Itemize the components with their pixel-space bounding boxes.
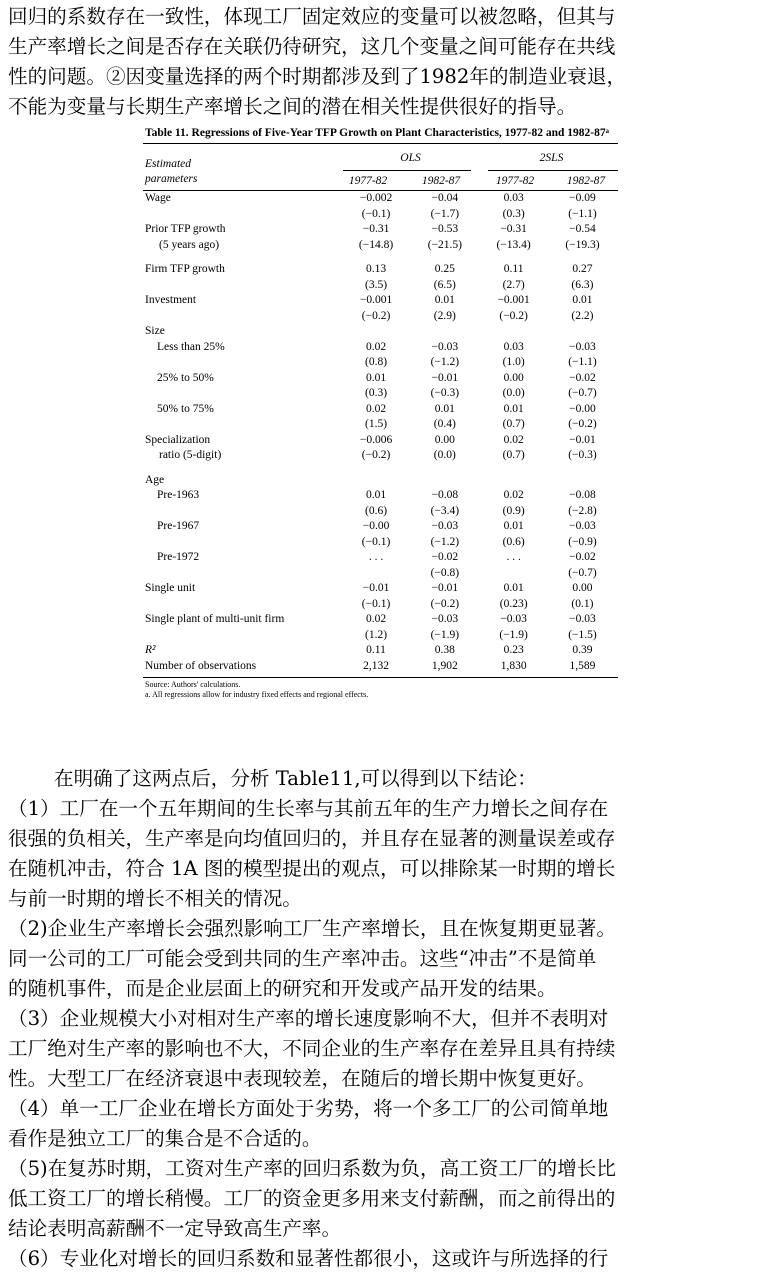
table-cell: 0.00: [503, 371, 524, 384]
row-label: [143, 207, 343, 223]
table-cell: (3.5): [365, 278, 388, 291]
row-label: [143, 309, 343, 325]
table-cell: −0.03: [569, 520, 596, 532]
row-label: (5 years ago): [159, 238, 220, 251]
table-cell: (0.0): [433, 449, 456, 461]
table-cell: (2.2): [571, 309, 594, 322]
table-cell: (−0.1): [361, 597, 391, 610]
row-label: Investment: [145, 294, 197, 306]
table-cell: −0.00: [362, 520, 390, 532]
table-cell: (0.7): [502, 449, 525, 461]
table-header: [143, 144, 618, 190]
table-cell: 0.38: [434, 644, 455, 656]
table-cell: −0.54: [569, 223, 596, 235]
table-cell: −0.31: [500, 223, 527, 235]
table-row: [143, 612, 618, 628]
table-row: [143, 355, 618, 371]
table-cell: [480, 566, 547, 582]
table-cell: (−1.1): [568, 356, 597, 368]
table-cell: (−0.2): [361, 309, 391, 322]
table-cell: [480, 324, 547, 340]
table-cell: [547, 473, 618, 489]
table-cell: [343, 473, 410, 489]
table-cell: −0.01: [362, 582, 390, 594]
group-ols: OLS: [400, 152, 421, 164]
regression-table: [143, 126, 618, 700]
table-cell: [343, 324, 410, 340]
text-line: 同一公司的工厂可能会受到共同的生产率冲击。这些“冲击”不是简单: [8, 947, 597, 970]
table-cell: 0.00: [434, 433, 455, 446]
row-label: [143, 597, 343, 613]
table-cell: (6.3): [571, 278, 594, 291]
table-cell: −0.53: [431, 223, 459, 235]
table-cell: 0.02: [503, 489, 524, 501]
table-cell: (−0.7): [568, 566, 597, 579]
table-row: [143, 659, 618, 675]
table-cell: [343, 566, 410, 582]
table-cell: (0.3): [502, 207, 525, 220]
table-cell: 0.02: [503, 433, 524, 446]
table-cell: 0.01: [434, 402, 455, 415]
table-cell: (−0.3): [568, 449, 597, 461]
stub-header: Estimated parameters: [145, 158, 198, 185]
table-cell: (1.0): [502, 356, 525, 368]
table-body: [143, 191, 618, 674]
table-cell: [547, 324, 618, 340]
table-cell: (−1.7): [430, 207, 460, 220]
text-line: 低工资工厂的增长稍慢。工厂的资金更多用来支付薪酬，而之前得出的: [8, 1187, 616, 1210]
table-cell: −0.31: [362, 223, 390, 235]
table-cell: −0.03: [500, 613, 527, 625]
table-cell: (−14.8): [358, 238, 394, 251]
table-cell: −0.02: [569, 371, 596, 384]
intro-paragraph: [8, 2, 760, 122]
row-label: 25% to 50%: [157, 371, 214, 384]
table-cell: (−1.2): [430, 535, 460, 548]
table-caption: Table 11. Regressions of Five-Year TFP Growth on Plant Characteristics, 1977-82 and 1982-87ᵃ: [145, 127, 609, 139]
text-line: 结论表明高薪酬不一定导致高生产率。: [8, 1217, 342, 1240]
table-cell: −0.002: [359, 192, 393, 204]
table-cell: (−19.3): [565, 238, 600, 251]
table-cell: −0.001: [497, 294, 530, 306]
table-cell: 0.11: [503, 263, 524, 275]
table-cell: 0.01: [572, 294, 593, 306]
table-row: [143, 222, 618, 238]
conclusion-paragraph: [8, 764, 760, 1274]
row-label: R²: [145, 644, 156, 656]
text-line: 看作是独立工厂的集合是不合适的。: [8, 1127, 322, 1150]
text-line: 性的问题。②因变量选择的两个时期都涉及到了1982年的制造业衰退，: [8, 65, 627, 88]
table-cell: −0.03: [431, 520, 459, 532]
table-row: [143, 324, 618, 340]
table-cell: 0.13: [365, 263, 387, 275]
table-row: [143, 504, 618, 520]
table-row: [143, 566, 618, 582]
row-label: Age: [145, 473, 165, 486]
ols-rule: [343, 170, 471, 171]
table-row: [143, 535, 618, 551]
table-cell: (−0.9): [568, 535, 597, 548]
row-label: [143, 386, 343, 402]
table-cell: (0.1): [571, 597, 594, 610]
row-label: [143, 535, 343, 551]
table-cell: (−21.5): [427, 238, 462, 251]
row-label: Single unit: [145, 582, 196, 594]
table-cell: −0.09: [569, 192, 596, 204]
table-cell: . . .: [368, 551, 384, 563]
table-cell: −0.01: [431, 371, 459, 384]
table-row: [143, 488, 618, 504]
table-cell: 0.39: [572, 644, 593, 656]
table-cell: 0.00: [572, 582, 593, 594]
text-line: 在明确了这两点后，分析 Table11,可以得到以下结论：: [54, 767, 537, 790]
table-cell: (2.7): [502, 278, 525, 291]
table-cell: 1,902: [431, 659, 458, 672]
source-note: Source: Authors' calculations.: [145, 680, 241, 689]
year-col-4: 1982-87: [566, 175, 606, 187]
text-line: 的随机事件，而是企业层面上的研究和开发或产品开发的结果。: [8, 977, 557, 1000]
table-cell: (−13.4): [496, 238, 531, 251]
row-label: 50% to 75%: [157, 402, 214, 415]
table-cell: (0.6): [502, 535, 525, 548]
row-label: Size: [145, 325, 165, 337]
row-label: Single plant of multi-unit firm: [145, 613, 285, 625]
table-row: [143, 628, 618, 644]
table-row: [143, 371, 618, 387]
row-label: Wage: [145, 192, 171, 204]
footnote-a: a. All regressions allow for industry fixed effects and regional effects.: [145, 690, 369, 699]
table-row: [143, 597, 618, 613]
table-cell: (−0.2): [361, 449, 391, 461]
table-cell: 0.01: [503, 520, 524, 532]
table-row: [143, 293, 618, 309]
group-2sls: 2SLS: [539, 152, 564, 164]
table-cell: (0.0): [502, 387, 525, 399]
table-cell: 0.25: [434, 263, 455, 275]
table-cell: −0.01: [431, 582, 459, 594]
table-cell: −0.03: [569, 340, 596, 353]
table-cell: 0.23: [503, 644, 524, 656]
text-line: （6）专业化对增长的回归系数和显著性都很小，这或许与所选择的行: [8, 1247, 609, 1270]
table-row: [143, 402, 618, 418]
row-label: [143, 504, 343, 520]
table-cell: 0.27: [572, 263, 593, 275]
table-cell: 1,830: [500, 659, 527, 672]
2sls-rule: [488, 170, 618, 171]
table-row: [143, 309, 618, 325]
table-cell: (0.6): [365, 504, 388, 517]
table-cell: 0.02: [365, 340, 387, 353]
year-col-3: 1977-82: [495, 175, 535, 187]
table-cell: −0.03: [431, 613, 459, 625]
table-cell: −0.08: [569, 489, 596, 501]
text-line: 与前一时期的增长不相关的情况。: [8, 887, 302, 910]
table-cell: 0.01: [434, 294, 455, 306]
table-row: [143, 643, 618, 659]
table-row: [143, 417, 618, 433]
table-cell: (−0.1): [361, 207, 391, 220]
table-cell: −0.08: [431, 489, 459, 501]
table-row: [143, 519, 618, 535]
table-cell: (−1.9): [430, 628, 460, 641]
row-label: [143, 417, 343, 433]
table-cell: (−2.8): [568, 504, 597, 517]
table-row: [143, 473, 618, 489]
table-cell: 0.01: [365, 371, 387, 384]
table-cell: (0.8): [365, 356, 388, 368]
table-cell: 0.03: [503, 340, 524, 353]
table-cell: 2,132: [363, 659, 389, 672]
table-cell: (−0.3): [430, 387, 460, 399]
table-cell: 0.01: [503, 402, 524, 415]
row-label: Prior TFP growth: [145, 223, 226, 235]
row-label: Pre-1972: [157, 551, 200, 563]
text-line: （2)企业生产率增长会强烈影响工厂生产率增长，且在恢复期更显著。: [8, 917, 616, 940]
table-cell: (1.5): [365, 418, 388, 430]
row-label: Firm TFP growth: [145, 263, 225, 275]
text-line: 生产率增长之间是否存在关联仍待研究，这几个变量之间可能存在共线: [8, 35, 616, 58]
table-row: [143, 386, 618, 402]
table-cell: (−1.2): [430, 356, 460, 368]
table-cell: (−0.7): [568, 387, 597, 399]
table-cell: −0.02: [431, 551, 459, 563]
table-cell: 0.03: [503, 192, 524, 204]
table-cell: (0.3): [365, 387, 388, 399]
text-line: 性。大型工厂在经济衰退中表现较差，在随后的增长期中恢复更好。: [8, 1067, 596, 1090]
table-row: [143, 238, 618, 254]
table-row: [143, 550, 618, 566]
table-cell: (0.7): [502, 418, 525, 430]
text-line: 在随机冲击，符合 1A 图的模型提出的观点，可以排除某一时期的增长: [8, 857, 616, 880]
text-line: 工厂绝对生产率的影响也不大，不同企业的生产率存在差异且具有持续: [8, 1037, 616, 1060]
text-line: 回归的系数存在一致性，体现工厂固定效应的变量可以被忽略，但其与: [8, 5, 616, 28]
row-label: Pre-1967: [157, 520, 200, 532]
table-row: [143, 581, 618, 597]
table-row: [143, 340, 618, 356]
spacer-row: [143, 464, 618, 473]
table-cell: −0.00: [569, 402, 596, 415]
text-line: 很强的负相关，生产率是向均值回归的，并且存在显著的测量误差或存: [8, 827, 616, 850]
row-label: Pre-1963: [157, 489, 200, 501]
row-label: [143, 628, 343, 644]
year-col-1: 1977-82: [348, 175, 388, 187]
text-line: （1）工厂在一个五年期间的生长率与其前五年的生产力增长之间存在: [8, 797, 609, 820]
row-label: Less than 25%: [157, 340, 225, 353]
table-row: [143, 278, 618, 294]
table-cell: [409, 473, 480, 489]
row-label: [143, 278, 343, 294]
table-cell: −0.02: [569, 551, 596, 563]
table-cell: 0.11: [366, 644, 386, 656]
table-notes: [143, 680, 618, 700]
table-cell: −0.04: [431, 192, 459, 204]
text-line: （4）单一工厂企业在增长方面处于劣势，将一个多工厂的公司简单地: [8, 1097, 609, 1120]
table-cell: −0.006: [359, 433, 393, 446]
table-cell: 0.02: [365, 613, 387, 625]
table-cell: −0.01: [569, 433, 596, 446]
table-bottom-rule: [143, 677, 618, 678]
table-cell: 1,589: [569, 659, 596, 672]
table-cell: (0.4): [433, 418, 456, 430]
table-cell: 0.02: [365, 402, 387, 415]
table-cell: (−0.2): [499, 309, 528, 322]
table-cell: (−1.1): [568, 207, 597, 220]
table-cell: 0.01: [503, 582, 524, 594]
text-line: （3）企业规模大小对相对生产率的增长速度影响不大，但并不表明对: [8, 1007, 609, 1030]
table-cell: (−1.5): [568, 628, 597, 641]
row-label: ratio (5-digit): [159, 449, 222, 461]
table-cell: [409, 324, 480, 340]
spacer-row: [143, 253, 618, 262]
text-line: （5)在复苏时期，工资对生产率的回归系数为负，高工资工厂的增长比: [8, 1157, 616, 1180]
table-cell: (−0.2): [430, 597, 460, 610]
table-cell: −0.001: [359, 294, 393, 306]
row-label: Specialization: [145, 433, 211, 446]
year-col-2: 1982-87: [421, 175, 461, 187]
table-cell: (1.2): [365, 628, 388, 641]
table-cell: (0.23): [499, 597, 528, 610]
table-cell: . . .: [506, 551, 521, 563]
table-cell: (−1.9): [499, 628, 528, 641]
row-label: [143, 355, 343, 371]
table-cell: (−0.8): [430, 566, 460, 579]
table-cell: −0.03: [431, 340, 459, 353]
table-cell: 0.01: [365, 489, 387, 501]
row-label: [143, 566, 343, 582]
table-cell: [480, 473, 547, 489]
table-row: [143, 191, 618, 207]
table-cell: (2.9): [433, 309, 456, 322]
table-cell: −0.03: [569, 613, 596, 625]
table-cell: (−0.2): [568, 418, 597, 430]
table-row: [143, 207, 618, 223]
table-row: [143, 262, 618, 278]
row-label: Number of observations: [145, 659, 257, 672]
table-row: [143, 448, 618, 464]
table-cell: (−0.1): [361, 535, 391, 548]
table-cell: (−3.4): [430, 504, 460, 517]
table-cell: (0.9): [502, 504, 525, 517]
table-cell: (6.5): [433, 278, 456, 291]
table-row: [143, 433, 618, 449]
text-line: 不能为变量与长期生产率增长之间的潜在相关性提供很好的指导。: [8, 95, 577, 118]
